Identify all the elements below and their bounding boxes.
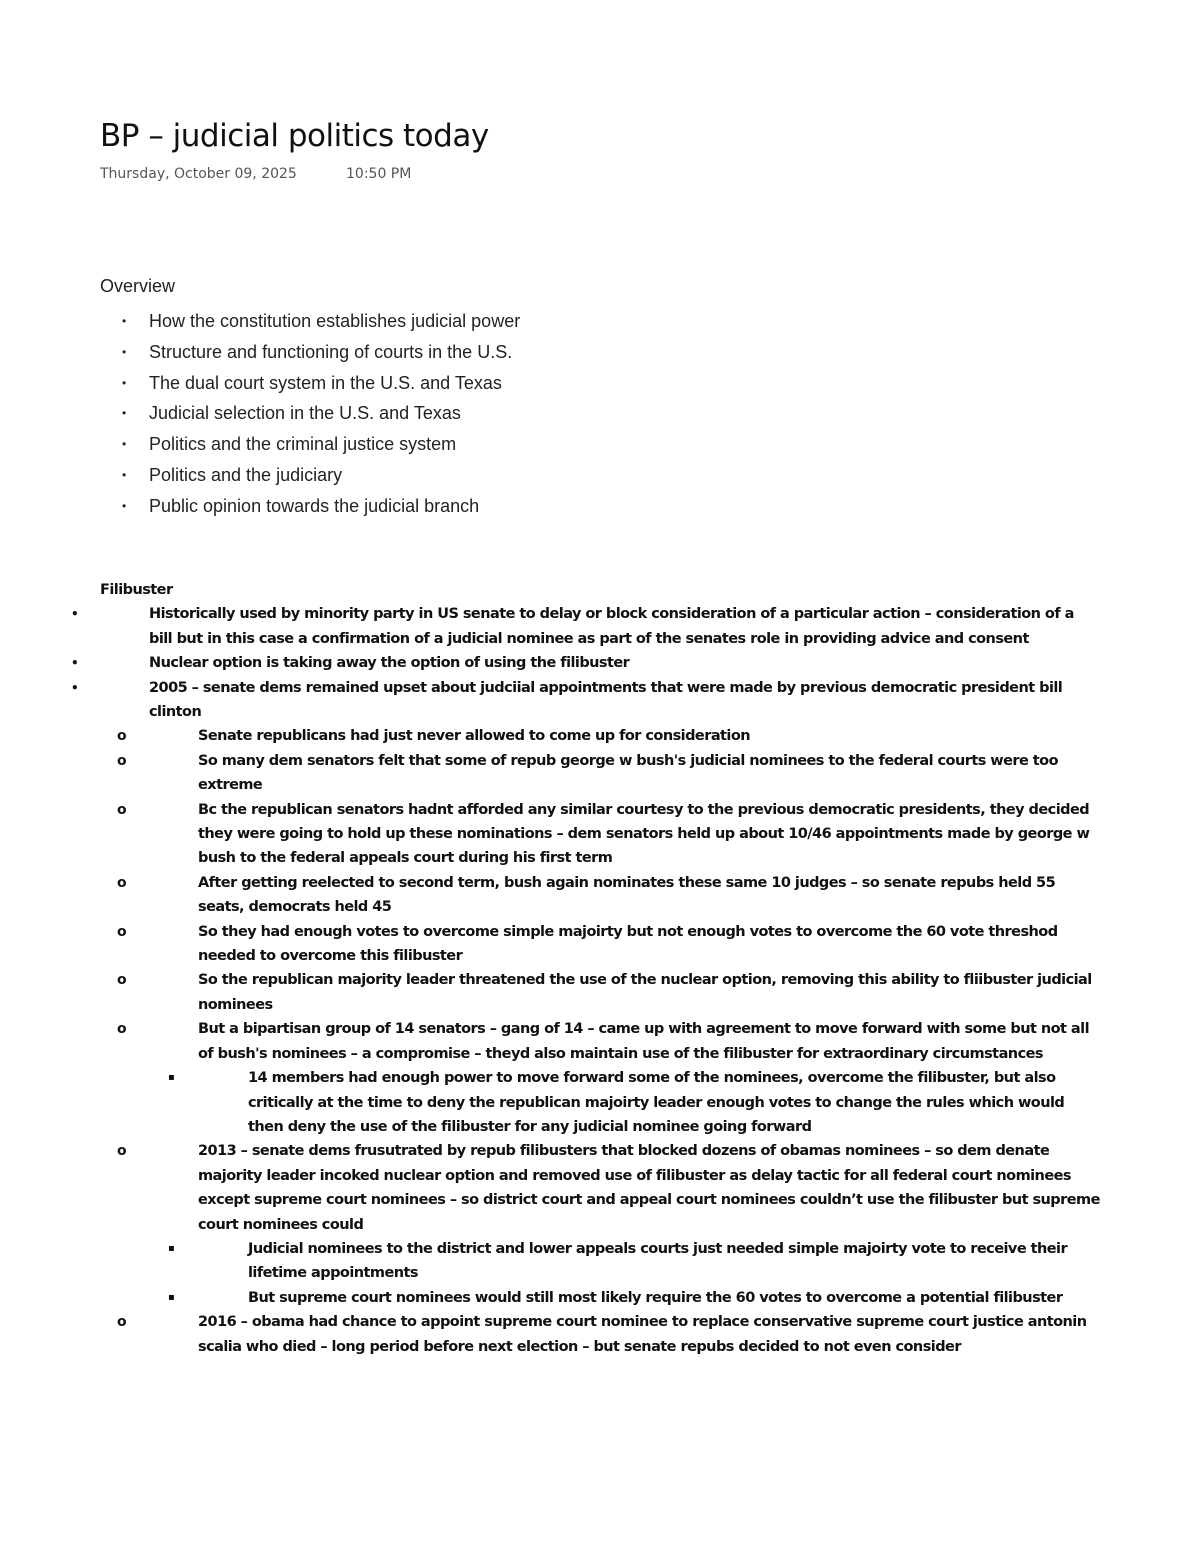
- bullet-icon: •: [71, 680, 79, 695]
- circle-bullet-icon: o: [117, 752, 127, 769]
- overview-heading: Overview: [100, 276, 176, 296]
- list-item-text: Judicial selection in the U.S. and Texas: [149, 403, 461, 424]
- sublist-2013: [168, 1237, 1100, 1310]
- list-item: [117, 1310, 1100, 1359]
- list-item: [100, 491, 1100, 522]
- list-item-text: So many dem senators felt that some of repub george w bush's judicial nominees to the federal courts were too extreme: [198, 752, 1059, 794]
- list-item: [117, 724, 1100, 748]
- bullet-icon: •: [122, 375, 127, 390]
- list-item: [100, 398, 1100, 429]
- circle-bullet-icon: o: [117, 923, 127, 940]
- list-item: [117, 749, 1100, 798]
- list-item-text: Nuclear option is taking away the option of using the filibuster: [149, 655, 630, 672]
- list-item-text: So the republican majority leader threatened the use of the nuclear option, removing this ability to fliibuster judicial nominees: [198, 972, 1092, 1013]
- circle-bullet-icon: o: [117, 972, 127, 989]
- bullet-icon: •: [122, 314, 127, 328]
- list-item-text: Bc the republican senators hadnt afforded any similar courtesy to the previous democratic presidents, they decided they were going to hold up these nominations – dem senators held up about 10/46 appointments made by george w bush to the federal appeals court during his first term: [198, 801, 1090, 867]
- list-item: [100, 337, 1100, 368]
- square-bullet-icon: ▪: [168, 1291, 175, 1303]
- page-title: BP – judicial politics today: [100, 118, 489, 154]
- square-bullet-icon: ▪: [168, 1072, 175, 1084]
- list-item-text: But a bipartisan group of 14 senators – gang of 14 – came up with agreement to move forward with some but not all of bush's nominees – a compromise – theyd also maintain use of the filibuster for extraordinary circumstances: [198, 1021, 1089, 1062]
- circle-bullet-icon: o: [117, 1314, 127, 1331]
- list-item-text: So they had enough votes to overcome simple majoirty but not enough votes to overcome the 60 vote threshod needed to overcome this filibuster: [198, 923, 1058, 965]
- circle-bullet-icon: o: [117, 801, 127, 818]
- list-item-text: But supreme court nominees would still most likely require the 60 votes to overcome a potential filibuster: [248, 1289, 1063, 1306]
- list-item: [71, 602, 1100, 651]
- list-item: [117, 1017, 1100, 1139]
- list-item: [117, 798, 1100, 871]
- list-item: [100, 306, 1100, 337]
- page-bottom-margin: [0, 1436, 1200, 1553]
- sublist-2005: [117, 724, 1100, 1359]
- list-item-text: 14 members had enough power to move forward some of the nominees, overcome the filibuster, but also critically at the time to deny the republican majoirty leader enough votes to change the rules which would then deny the use of the filibuster for any judicial nominee going forward: [248, 1070, 1065, 1135]
- list-item-text: Historically used by minority party in US senate to delay or block consideration of a particular action – consideration of a bill but in this case a confirmation of a judicial nominee as part of the senates role in providing advice and consent: [149, 606, 1074, 647]
- list-item: [100, 368, 1100, 399]
- circle-bullet-icon: o: [117, 1021, 127, 1038]
- list-item-text: Judicial nominees to the district and lower appeals courts just needed simple majoirty vote to receive their lifetime appointments: [248, 1240, 1068, 1282]
- list-item: [100, 429, 1100, 460]
- list-item: [117, 871, 1100, 920]
- filibuster-heading: Filibuster: [100, 582, 173, 598]
- list-item-text: Structure and functioning of courts in the U.S.: [149, 341, 513, 362]
- bullet-icon: •: [122, 344, 127, 359]
- list-item-text: How the constitution establishes judicial power: [149, 311, 521, 331]
- list-item: [117, 1139, 1100, 1310]
- square-bullet-icon: ▪: [168, 1242, 175, 1254]
- note-date: Thursday, October 09, 2025: [100, 166, 297, 182]
- bullet-icon: •: [122, 437, 127, 452]
- note-time: 10:50 PM: [346, 166, 412, 182]
- list-item-text: 2005 – senate dems remained upset about judciial appointments that were made by previous democratic president bill clinton: [149, 679, 1063, 721]
- list-item-text: 2016 – obama had chance to appoint supreme court nominee to replace conservative supreme court justice antonin scalia who died – long period before next election – but senate repubs decided to not even consider: [198, 1314, 1087, 1355]
- sublist-gang-of-14: [168, 1066, 1100, 1139]
- circle-bullet-icon: o: [117, 1143, 127, 1160]
- filibuster-section: [71, 578, 1100, 1359]
- list-item-text: Senate republicans had just never allowed to come up for consideration: [198, 728, 751, 745]
- list-item-text: Politics and the criminal justice system: [149, 434, 457, 455]
- filibuster-list: [71, 602, 1100, 1359]
- list-item: [168, 1066, 1100, 1139]
- list-item-text: Politics and the judiciary: [149, 464, 343, 485]
- list-item-text: The dual court system in the U.S. and Texas: [149, 372, 502, 393]
- bullet-icon: •: [122, 467, 127, 482]
- list-item: [117, 920, 1100, 969]
- bullet-icon: •: [71, 656, 79, 671]
- list-item: [71, 676, 1100, 1359]
- bullet-icon: •: [122, 406, 127, 421]
- bullet-icon: •: [122, 498, 127, 513]
- bullet-icon: •: [71, 607, 79, 622]
- list-item: [168, 1237, 1100, 1286]
- list-item: [168, 1286, 1100, 1310]
- list-item-text: 2013 – senate dems frusutrated by repub filibusters that blocked dozens of obamas nominees – so dem denate majority leader incoked nuclear option and removed use of filibuster as delay tactic for all federal court nominees except supreme court nominees – so district court and appeal court nominees couldn’t use the filibuster but supreme court nominees could: [198, 1143, 1100, 1233]
- list-item: [117, 968, 1100, 1017]
- list-item-text: After getting reelected to second term, bush again nominates these same 10 judges – so senate repubs held 55 seats, democrats held 45: [198, 874, 1056, 916]
- circle-bullet-icon: o: [117, 728, 127, 745]
- overview-list: [100, 306, 1100, 522]
- list-item-text: Public opinion towards the judicial branch: [149, 495, 480, 516]
- circle-bullet-icon: o: [117, 874, 127, 891]
- list-item: [71, 651, 1100, 675]
- list-item: [100, 460, 1100, 491]
